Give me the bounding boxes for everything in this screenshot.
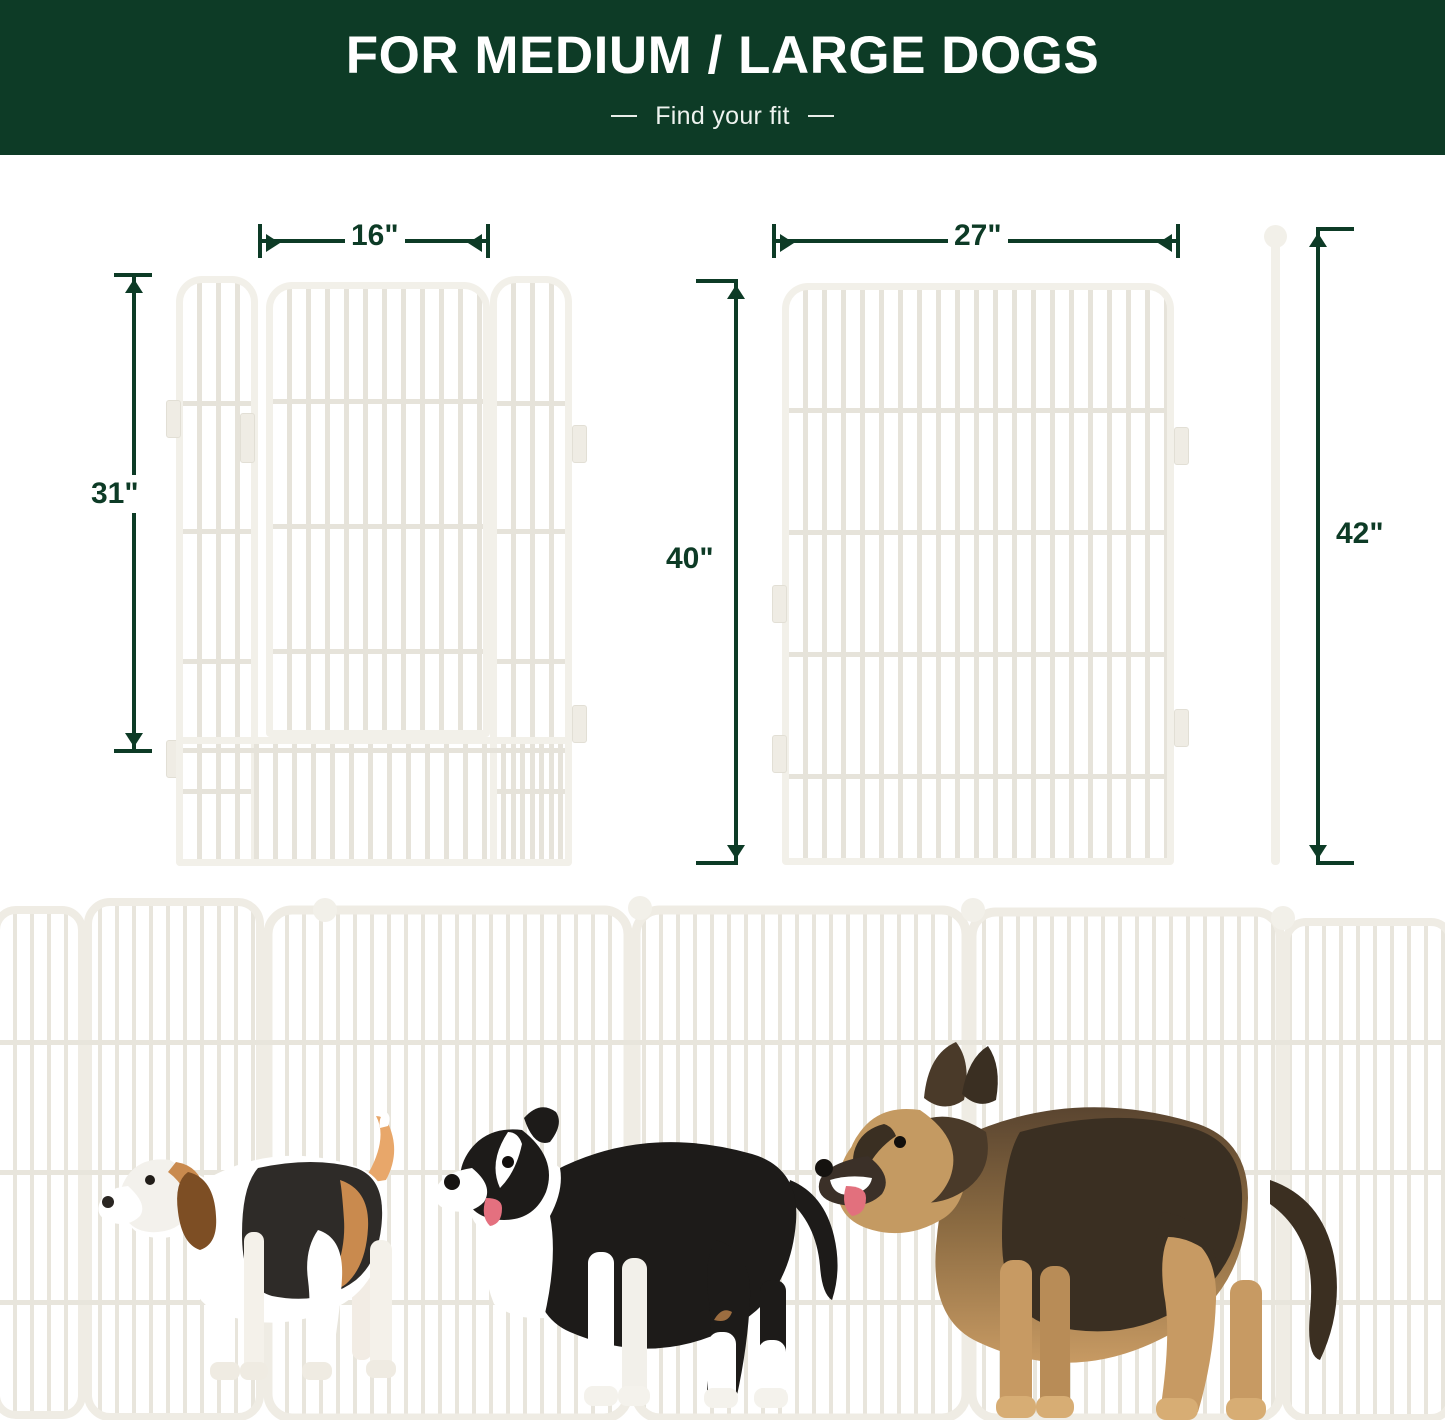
dimension-diagram bbox=[0, 155, 1445, 880]
small-gate-panel-center bbox=[266, 282, 490, 737]
dogs-with-playpen-photo bbox=[0, 880, 1445, 1420]
dash-left-icon bbox=[611, 115, 637, 117]
panel-rail bbox=[273, 399, 483, 404]
hinge-connector bbox=[572, 425, 587, 463]
large-height-dim-line bbox=[734, 279, 738, 865]
stake-height-arrow-bottom bbox=[1309, 845, 1327, 859]
large-height-arrow-bottom bbox=[727, 845, 745, 859]
stake-height-cap-top bbox=[1316, 227, 1354, 231]
small-height-cap-bottom bbox=[114, 749, 152, 753]
large-playpen-panel bbox=[782, 283, 1174, 865]
hinge-connector bbox=[772, 735, 787, 773]
large-width-label: 27" bbox=[948, 217, 1008, 255]
small-height-dim-line bbox=[132, 273, 136, 753]
small-width-arrow-right bbox=[468, 234, 482, 252]
small-width-arrow-left bbox=[266, 234, 280, 252]
small-height-cap-top bbox=[114, 273, 152, 277]
small-width-cap-right bbox=[486, 224, 490, 258]
small-height-arrow-bottom bbox=[125, 733, 143, 747]
ground-stake bbox=[1271, 243, 1280, 865]
large-height-cap-bottom bbox=[696, 861, 734, 865]
scene-illustration bbox=[0, 880, 1445, 1420]
large-width-cap-left bbox=[772, 224, 776, 258]
small-height-arrow-top bbox=[125, 279, 143, 293]
panel-rail bbox=[789, 408, 1167, 413]
small-width-label: 16" bbox=[345, 217, 405, 255]
stake-height-dim-line bbox=[1316, 227, 1320, 865]
panel-rail bbox=[497, 529, 565, 534]
panel-rail bbox=[789, 652, 1167, 657]
stake-height-label: 42" bbox=[1330, 515, 1390, 553]
panel-rail bbox=[273, 524, 483, 529]
large-height-arrow-top bbox=[727, 285, 745, 299]
stake-height-cap-bottom bbox=[1316, 861, 1354, 865]
header-banner bbox=[0, 0, 1445, 155]
panel-rail bbox=[183, 748, 565, 753]
dash-right-icon bbox=[808, 115, 834, 117]
hinge-connector bbox=[1174, 427, 1189, 465]
panel-rail bbox=[497, 401, 565, 406]
hinge-connector bbox=[772, 585, 787, 623]
panel-rail bbox=[497, 659, 565, 664]
gate-latch-icon bbox=[240, 413, 255, 463]
panel-rail bbox=[183, 401, 251, 406]
stake-height-arrow-top bbox=[1309, 233, 1327, 247]
page-title: FOR MEDIUM / LARGE DOGS bbox=[345, 25, 1100, 85]
panel-rail bbox=[183, 529, 251, 534]
panel-rail bbox=[273, 649, 483, 654]
large-width-arrow-right bbox=[1158, 234, 1172, 252]
hinge-connector bbox=[1174, 709, 1189, 747]
panel-rail bbox=[789, 530, 1167, 535]
page-subtitle: Find your fit bbox=[655, 101, 790, 130]
large-height-label: 40" bbox=[660, 540, 720, 578]
subtitle-row bbox=[611, 102, 834, 131]
small-panel-bottom-skirt bbox=[176, 737, 572, 866]
large-width-cap-right bbox=[1176, 224, 1180, 258]
hinge-connector bbox=[166, 400, 181, 438]
small-width-cap-left bbox=[258, 224, 262, 258]
hinge-connector bbox=[572, 705, 587, 743]
large-height-cap-top bbox=[696, 279, 734, 283]
panel-rail bbox=[789, 774, 1167, 779]
panel-rail bbox=[183, 659, 251, 664]
small-height-label: 31" bbox=[85, 475, 145, 513]
large-width-arrow-left bbox=[780, 234, 794, 252]
